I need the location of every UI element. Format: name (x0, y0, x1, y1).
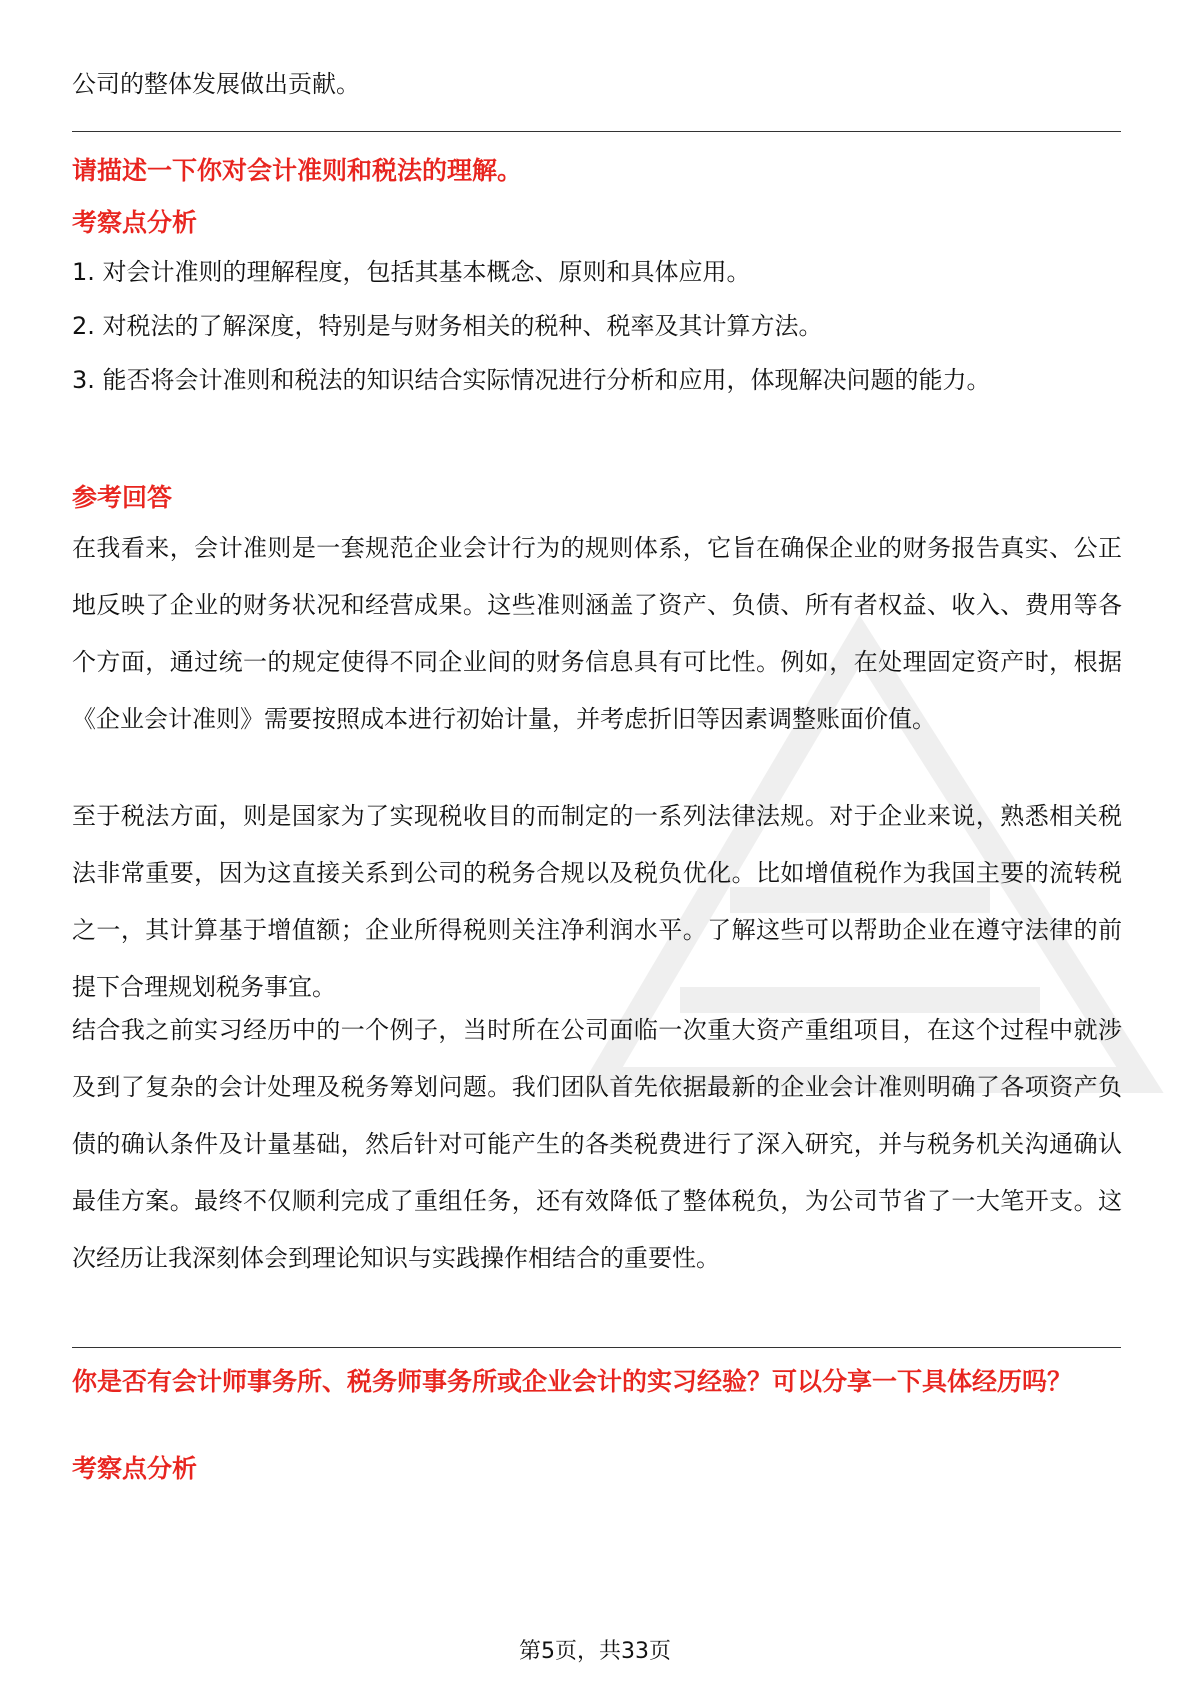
analysis-point-2: 2. 对税法的了解深度，特别是与财务相关的税种、税率及其计算方法。 (72, 312, 823, 340)
analysis-point-3: 3. 能否将会计准则和税法的知识结合实际情况进行分析和应用，体现解决问题的能力。 (72, 366, 991, 394)
answer-paragraph-3: 结合我之前实习经历中的一个例子，当时所在公司面临一次重大资产重组项目，在这个过程中就涉及到了复杂的会计处理及税务筹划问题。我们团队首先依据最新的企业会计准则明确了各项资产负债的确认条件及计量基础，然后针对可能产生的各类税费进行了深入研究，并与税务机关沟通确认最佳方案。最终不仅顺利完成了重组任务，还有效降低了整体税负，为公司节省了一大笔开支。这次经历让我深刻体会到理论知识与实践操作相结合的重要性。 (72, 1016, 1122, 1272)
question-title: 请描述一下你对会计准则和税法的理解。 (72, 156, 523, 185)
analysis-heading: 考察点分析 (72, 208, 198, 237)
answer-heading: 参考回答 (72, 483, 173, 512)
section-divider (72, 1347, 1121, 1348)
answer-paragraph-1: 在我看来，会计准则是一套规范企业会计行为的规则体系，它旨在确保企业的财务报告真实、公正地反映了企业的财务状况和经营成果。这些准则涵盖了资产、负债、所有者权益、收入、费用等各个方面，通过统一的规定使得不同企业间的财务信息具有可比性。例如，在处理固定资产时，根据《企业会计准则》需要按照成本进行初始计量，并考虑折旧等因素调整账面价值。 (72, 534, 1122, 733)
analysis-heading: 考察点分析 (72, 1454, 198, 1483)
question-title: 你是否有会计师事务所、税务师事务所或企业会计的实习经验？可以分享一下具体经历吗？ (72, 1367, 1073, 1396)
section-divider (72, 131, 1121, 132)
analysis-point-1: 1. 对会计准则的理解程度，包括其基本概念、原则和具体应用。 (72, 258, 751, 286)
previous-section-tail: 公司的整体发展做出贡献。 (72, 70, 360, 98)
answer-paragraph-2: 至于税法方面，则是国家为了实现税收目的而制定的一系列法律法规。对于企业来说，熟悉相关税法非常重要，因为这直接关系到公司的税务合规以及税负优化。比如增值税作为我国主要的流转税之一，其计算基于增值额；企业所得税则关注净利润水平。了解这些可以帮助企业在遵守法律的前提下合理规划税务事宜。 (72, 802, 1122, 1001)
page-number: 第5页，共33页 (519, 1639, 671, 1664)
